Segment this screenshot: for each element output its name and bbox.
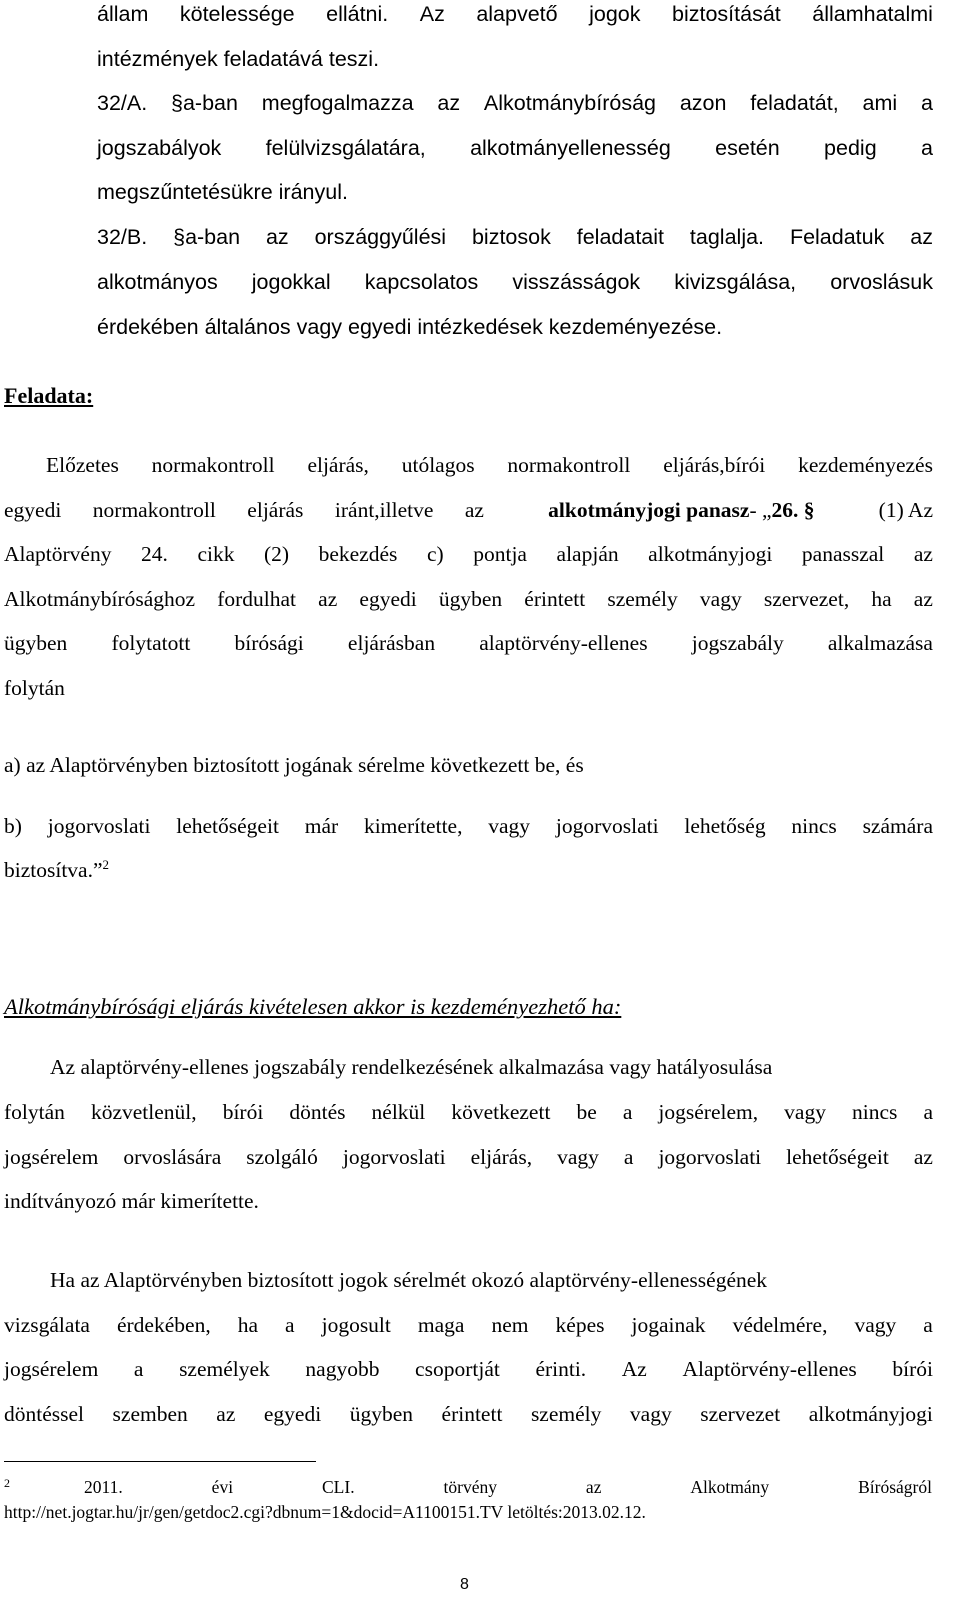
text-line [4, 1098, 933, 1126]
word: vagy [854, 1313, 897, 1337]
word: normakontroll [151, 453, 275, 477]
word: megfogalmazza [261, 91, 414, 115]
word: jogsérelem [4, 1145, 99, 1169]
word: döntés [289, 1100, 346, 1124]
word: Alaptörvény [4, 542, 112, 566]
word: kimerítette, [363, 814, 463, 838]
word: eljárás, [307, 453, 369, 477]
word: jogorvoslati [342, 1145, 446, 1169]
word: alkalmazása [827, 631, 933, 655]
word: bírói [222, 1100, 264, 1124]
word: Az [621, 1357, 647, 1381]
word: Alkotmánybírósághoz [4, 587, 196, 611]
word: feladatát, [750, 91, 839, 115]
word: kezdeményezés [798, 453, 933, 477]
list-item-b [4, 812, 933, 840]
word: vagy [699, 587, 742, 611]
text-line [4, 540, 933, 568]
word: érintett [524, 587, 586, 611]
text-line [4, 629, 933, 657]
word: vizsgálata [4, 1313, 90, 1337]
word: védelmére, [732, 1313, 828, 1337]
word: az [318, 587, 338, 611]
word: eljárásban [347, 631, 436, 655]
text-line [4, 1355, 933, 1383]
word: folytán [4, 1100, 65, 1124]
word: alkotmányjogi [648, 542, 773, 566]
word: fordulhat [217, 587, 297, 611]
word: alapján [556, 542, 619, 566]
word: kivizsgálása, [674, 270, 797, 294]
word: (2) [264, 542, 290, 566]
word: érinti. [535, 1357, 587, 1381]
word: maga [417, 1313, 465, 1337]
word: bekezdés [318, 542, 398, 566]
word: a [133, 1357, 144, 1381]
word: jogsérelem [4, 1357, 99, 1381]
text-line: Ha az Alaptörvényben biztosított jogok sérelmét okozó alaptörvény-ellenességének [50, 1268, 768, 1292]
word: orvoslására [123, 1145, 222, 1169]
word: törvény [443, 1477, 497, 1497]
word: nem [491, 1313, 529, 1337]
word: jogorvoslati [658, 1145, 762, 1169]
word: normakontroll [92, 498, 216, 522]
text-line: megszűntetésükre irányul. [97, 180, 348, 204]
word: kötelessége [179, 2, 295, 26]
word: 2011. [84, 1477, 123, 1497]
word: pontja [473, 542, 527, 566]
bold-term: alkotmányjogi panasz [548, 498, 750, 522]
word: szervezet [700, 1402, 781, 1426]
word: személyek [179, 1357, 270, 1381]
italic-heading: Alkotmánybírósági eljárás kivételesen akkor is kezdeményezhető ha: [4, 994, 622, 1019]
text-line [97, 0, 933, 28]
word: ami [862, 91, 898, 115]
word: orvoslásuk [830, 270, 933, 294]
word: csoportját [415, 1357, 500, 1381]
word: államhatalmi [812, 2, 933, 26]
text-line [46, 451, 933, 479]
word: iránt,illetve [334, 498, 434, 522]
list-item-a: a) az Alaptörvényben biztosított jogának sérelme következett be, és [4, 753, 584, 777]
word: normakontroll [507, 453, 631, 477]
word: pedig [824, 136, 877, 160]
word: jogsérelem, [658, 1100, 759, 1124]
word: panasszal [801, 542, 885, 566]
word: számára [862, 814, 933, 838]
word: közvetlenül, [90, 1100, 197, 1124]
word: az [464, 498, 484, 522]
word: az [437, 91, 461, 115]
word: alapvető [476, 2, 558, 26]
word: jogszabály [691, 631, 784, 655]
word: nincs [791, 814, 837, 838]
word: jogokkal [251, 270, 331, 294]
footnote-number: 2 [4, 1476, 10, 1490]
word: 32/A. [97, 91, 148, 115]
word: visszásságok [512, 270, 641, 294]
word: vagy [557, 1145, 599, 1169]
word: már [304, 814, 339, 838]
word: utólagos [401, 453, 475, 477]
text-run: biztosítva.” [4, 858, 103, 882]
word: alkotmányellenesség [470, 136, 671, 160]
word: jogok [589, 2, 641, 26]
word: egyedi [359, 587, 417, 611]
word: feladatait [576, 225, 665, 249]
word: személy [607, 587, 678, 611]
word: b) [4, 814, 22, 838]
word: egyedi [263, 1402, 322, 1426]
word: bírósági [234, 631, 304, 655]
word: döntéssel [4, 1402, 85, 1426]
text-run: - „ [749, 498, 772, 522]
text-line: Az alaptörvény-ellenes jogszabály rendelkezésének alkalmazása vagy hatályosulása [50, 1055, 773, 1079]
word: az [913, 587, 933, 611]
word: felülvizsgálatára, [265, 136, 426, 160]
word: vagy [488, 814, 531, 838]
word: §a-ban [173, 225, 241, 249]
word: ha [871, 587, 892, 611]
text-line [4, 1311, 933, 1339]
word: be [576, 1100, 597, 1124]
word: állam [97, 2, 149, 26]
text-line [97, 89, 933, 117]
footnote-line [84, 1476, 932, 1498]
text-line [97, 134, 933, 162]
text-line [4, 496, 933, 524]
word: nélkül [371, 1100, 426, 1124]
word: c) [426, 542, 444, 566]
word: a [622, 1100, 633, 1124]
word: Bíróságról [858, 1477, 932, 1497]
word: Előzetes [46, 453, 119, 477]
word: Alaptörvény-ellenes [682, 1357, 857, 1381]
word: az [265, 225, 289, 249]
page-number: 8 [460, 1576, 469, 1593]
word: következett [451, 1100, 551, 1124]
word: azon [679, 91, 727, 115]
word: a [921, 91, 933, 115]
word: szolgáló [246, 1145, 318, 1169]
word: eljárás, [470, 1145, 533, 1169]
word: nincs [852, 1100, 898, 1124]
word: Alkotmány [690, 1477, 770, 1497]
word: a [285, 1313, 295, 1337]
word: ellátni. [326, 2, 389, 26]
word: 24. [141, 542, 168, 566]
word: ügyben [349, 1402, 414, 1426]
word: a [923, 1313, 933, 1337]
text-line [97, 223, 933, 251]
word: évi [211, 1477, 234, 1497]
word: képes [555, 1313, 605, 1337]
word: biztosok [471, 225, 551, 249]
word: a [623, 1145, 634, 1169]
word: jogorvoslati [47, 814, 151, 838]
word: alkotmányos [97, 270, 218, 294]
word: vagy [784, 1100, 826, 1124]
word: személy [530, 1402, 602, 1426]
word: jogosult [321, 1313, 391, 1337]
word: ügyben [4, 631, 68, 655]
word: országgyűlési [314, 225, 447, 249]
word: Alkotmánybíróság [483, 91, 656, 115]
section-heading: Feladata: [4, 383, 94, 408]
word: biztosítását [672, 2, 781, 26]
word: CLI. [322, 1477, 355, 1497]
text-line [4, 1400, 933, 1428]
word: kapcsolatos [364, 270, 479, 294]
word: lehetőségeit [786, 1145, 889, 1169]
text-line: folytán [4, 676, 65, 700]
word: ha [237, 1313, 259, 1337]
text-line [4, 1143, 933, 1171]
word: alaptörvény-ellenes [479, 631, 648, 655]
word: Az [419, 2, 445, 26]
word: a [920, 136, 933, 160]
text-line [4, 585, 933, 613]
word: lehetőség [684, 814, 766, 838]
word: taglalja. [689, 225, 765, 249]
text-line [4, 856, 109, 884]
text-line: intézmények feladatává teszi. [97, 47, 380, 71]
footnote-link[interactable]: http://net.jogtar.hu/jr/gen/getdoc2.cgi?dbnum=1&docid=A1100151.TV letöltés:2013.02.12. [4, 1502, 646, 1522]
word: érdekében, [116, 1313, 211, 1337]
text-line: indítványozó már kimerítette. [4, 1189, 259, 1213]
word: bírói [892, 1357, 933, 1381]
word: egyedi [4, 498, 62, 522]
word: az [216, 1402, 236, 1426]
word: alkotmányjogi [808, 1402, 933, 1426]
footnote-separator [4, 1461, 316, 1462]
word: érintett [441, 1402, 503, 1426]
word: szemben [112, 1402, 188, 1426]
word: 32/B. [97, 225, 148, 249]
word: esetén [715, 136, 780, 160]
word: az [913, 542, 933, 566]
word: jogszabályok [97, 136, 222, 160]
word: Feladatuk [789, 225, 885, 249]
word: §a-ban [171, 91, 238, 115]
text-line [97, 268, 933, 296]
bold-section: 26. § [771, 498, 815, 522]
word: szervezet, [763, 587, 850, 611]
word: jogainak [631, 1313, 706, 1337]
text-line: érdekében általános vagy egyedi intézkedések kezdeményezése. [97, 315, 723, 339]
word: cikk [197, 542, 235, 566]
word: vagy [629, 1402, 672, 1426]
word: ügyben [438, 587, 503, 611]
word: nagyobb [305, 1357, 380, 1381]
word: lehetőségeit [176, 814, 279, 838]
word: jogorvoslati [555, 814, 659, 838]
text-run [4, 496, 484, 524]
word: az [910, 225, 933, 249]
word: eljárás,bírói [663, 453, 766, 477]
text-run: (1) Az [878, 498, 933, 522]
word: az [913, 1145, 933, 1169]
word: a [923, 1100, 933, 1124]
word: eljárás [247, 498, 304, 522]
footnote-ref: 2 [102, 856, 110, 872]
word: folytatott [111, 631, 191, 655]
word: az [585, 1477, 602, 1497]
